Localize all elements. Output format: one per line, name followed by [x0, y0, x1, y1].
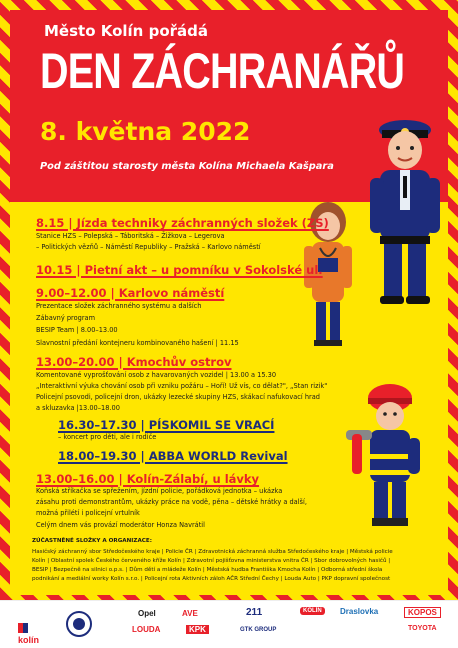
ave-logo: AVE [182, 609, 198, 618]
organizations-line: Hasičský záchranný sbor Středočeského kraje | Policie ČR | Zdravotnická záchranná služba Středočeského kraje | Městská policie [32, 549, 393, 555]
section-line: Zábavný program [36, 314, 96, 322]
section-line: Policejní psovodi, policejní dron, ukázky lezecké skupiny HZS, skákací nafukovací hrad [36, 393, 320, 401]
section-line: zásahu proti demonstrantům, ukázky práce na vodě, pěna – dětské hrátky a další, [36, 498, 307, 506]
section-line: Prezentace složek záchranného systému a dalších [36, 302, 202, 310]
event-title: DEN ZÁCHRANÁŘŮ [40, 43, 405, 99]
organizations-line: BESIP | Bezpečně na silnici o.p.s. | Dům dětí a mládeže Kolín | Městská hudba Františka Kmocha Kolín | Odborná střední škola [32, 567, 383, 573]
kolin-icon [18, 623, 28, 633]
toyota-logo: TOYOTA [408, 625, 437, 632]
section-line: „Interaktivní výuka chování osob při vzniku požáru – Hoří! Už vís, co dělat?", „Stan rizik" [36, 382, 328, 390]
moderator-line: Celým dnem vás provází moderátor Honza Navrátil [36, 521, 205, 529]
organizations-title: ZÚČASTNĚNÉ SLOŽKY A ORGANIZACE: [32, 538, 152, 544]
louda-logo: LOUDA [132, 625, 161, 634]
kopos-logo: KOPOS [404, 607, 441, 618]
section-title-karlovo-namesti: 9.00–12.00 | Karlovo náměstí [36, 286, 225, 300]
kolin-small-logo: KOLÍN [300, 607, 325, 615]
section-line: – Politických vězňů – Náměstí Republiky – Pražská – Karlovo náměstí [36, 243, 261, 251]
section-line: Komentované vyprošťování osob z havarovaných vozidel | 13.00 a 15.30 [36, 371, 277, 379]
section-line: BESIP Team | 8.00–13.00 [36, 326, 118, 334]
opel-logo: Opel [138, 609, 156, 618]
firefighter-illustration [342, 378, 432, 528]
emergency-211-logo: 211 [246, 607, 263, 618]
section-line: Slavnostní předání kontejneru kombinovaného hašení | 11.15 [36, 339, 239, 347]
section-line: Koňská stříkačka se spřežením, jízdní policie, pořádková jednotka – ukázka [36, 487, 283, 495]
section-line: – koncert pro děti, ale i rodiče [58, 433, 157, 441]
section-line: Stanice HZS – Polepská – Táboritská – Žižkova – Legerova [36, 232, 225, 240]
kolin-logo: kolín [18, 623, 39, 645]
section-title-kolin-zalabi: 13.00–16.00 | Kolín-Zálabí, u lávky [36, 472, 260, 486]
police-officer-illustration [360, 108, 450, 308]
sponsor-logo-bar [0, 600, 458, 648]
gtk-group-logo: GTK GROUP [240, 627, 277, 633]
city-seal-icon [66, 611, 92, 637]
draslovka-logo: Draslovka [340, 607, 379, 616]
section-title-memorial: 10.15 | Pietní akt – u pomníku v Sokolské ul. [36, 263, 323, 277]
section-title-kmochuv-ostrov: 13.00–20.00 | Kmochův ostrov [36, 355, 232, 369]
kpk-logo: KPK [186, 625, 209, 634]
organizer-line: Město Kolín pořádá [44, 22, 208, 40]
section-line: a skluzavka |13.00–18.00 [36, 404, 120, 412]
section-title-piskomil: 16.30–17.30 | PÍSKOMIL SE VRACÍ [58, 418, 275, 432]
event-date: 8. května 2022 [40, 117, 251, 146]
section-title-abba-world: 18.00–19.30 | ABBA WORLD Revival [58, 449, 288, 463]
section-line: možná přilétí i policejní vrtulník [36, 509, 140, 517]
organizations-line: podnikání a mediální worky Kolín s.r.o. | Policejní rota Aktivních záloh AČR Střední Čechy | Louda Auto | PKP dopravní společnost [32, 576, 391, 582]
patronage-line: Pod záštitou starosty města Kolína Michaela Kašpara [40, 161, 334, 172]
organizations-line: Kolín | Oblastní spolek Českého červeného kříže Kolín | Zdravotní pojišťovna ministerstva vnitra ČR | Sbor dobrovolných hasičů | [32, 558, 391, 564]
section-title-vehicle-ride: 8.15 | Jízda techniky záchranných složek (ZS) [36, 216, 329, 230]
